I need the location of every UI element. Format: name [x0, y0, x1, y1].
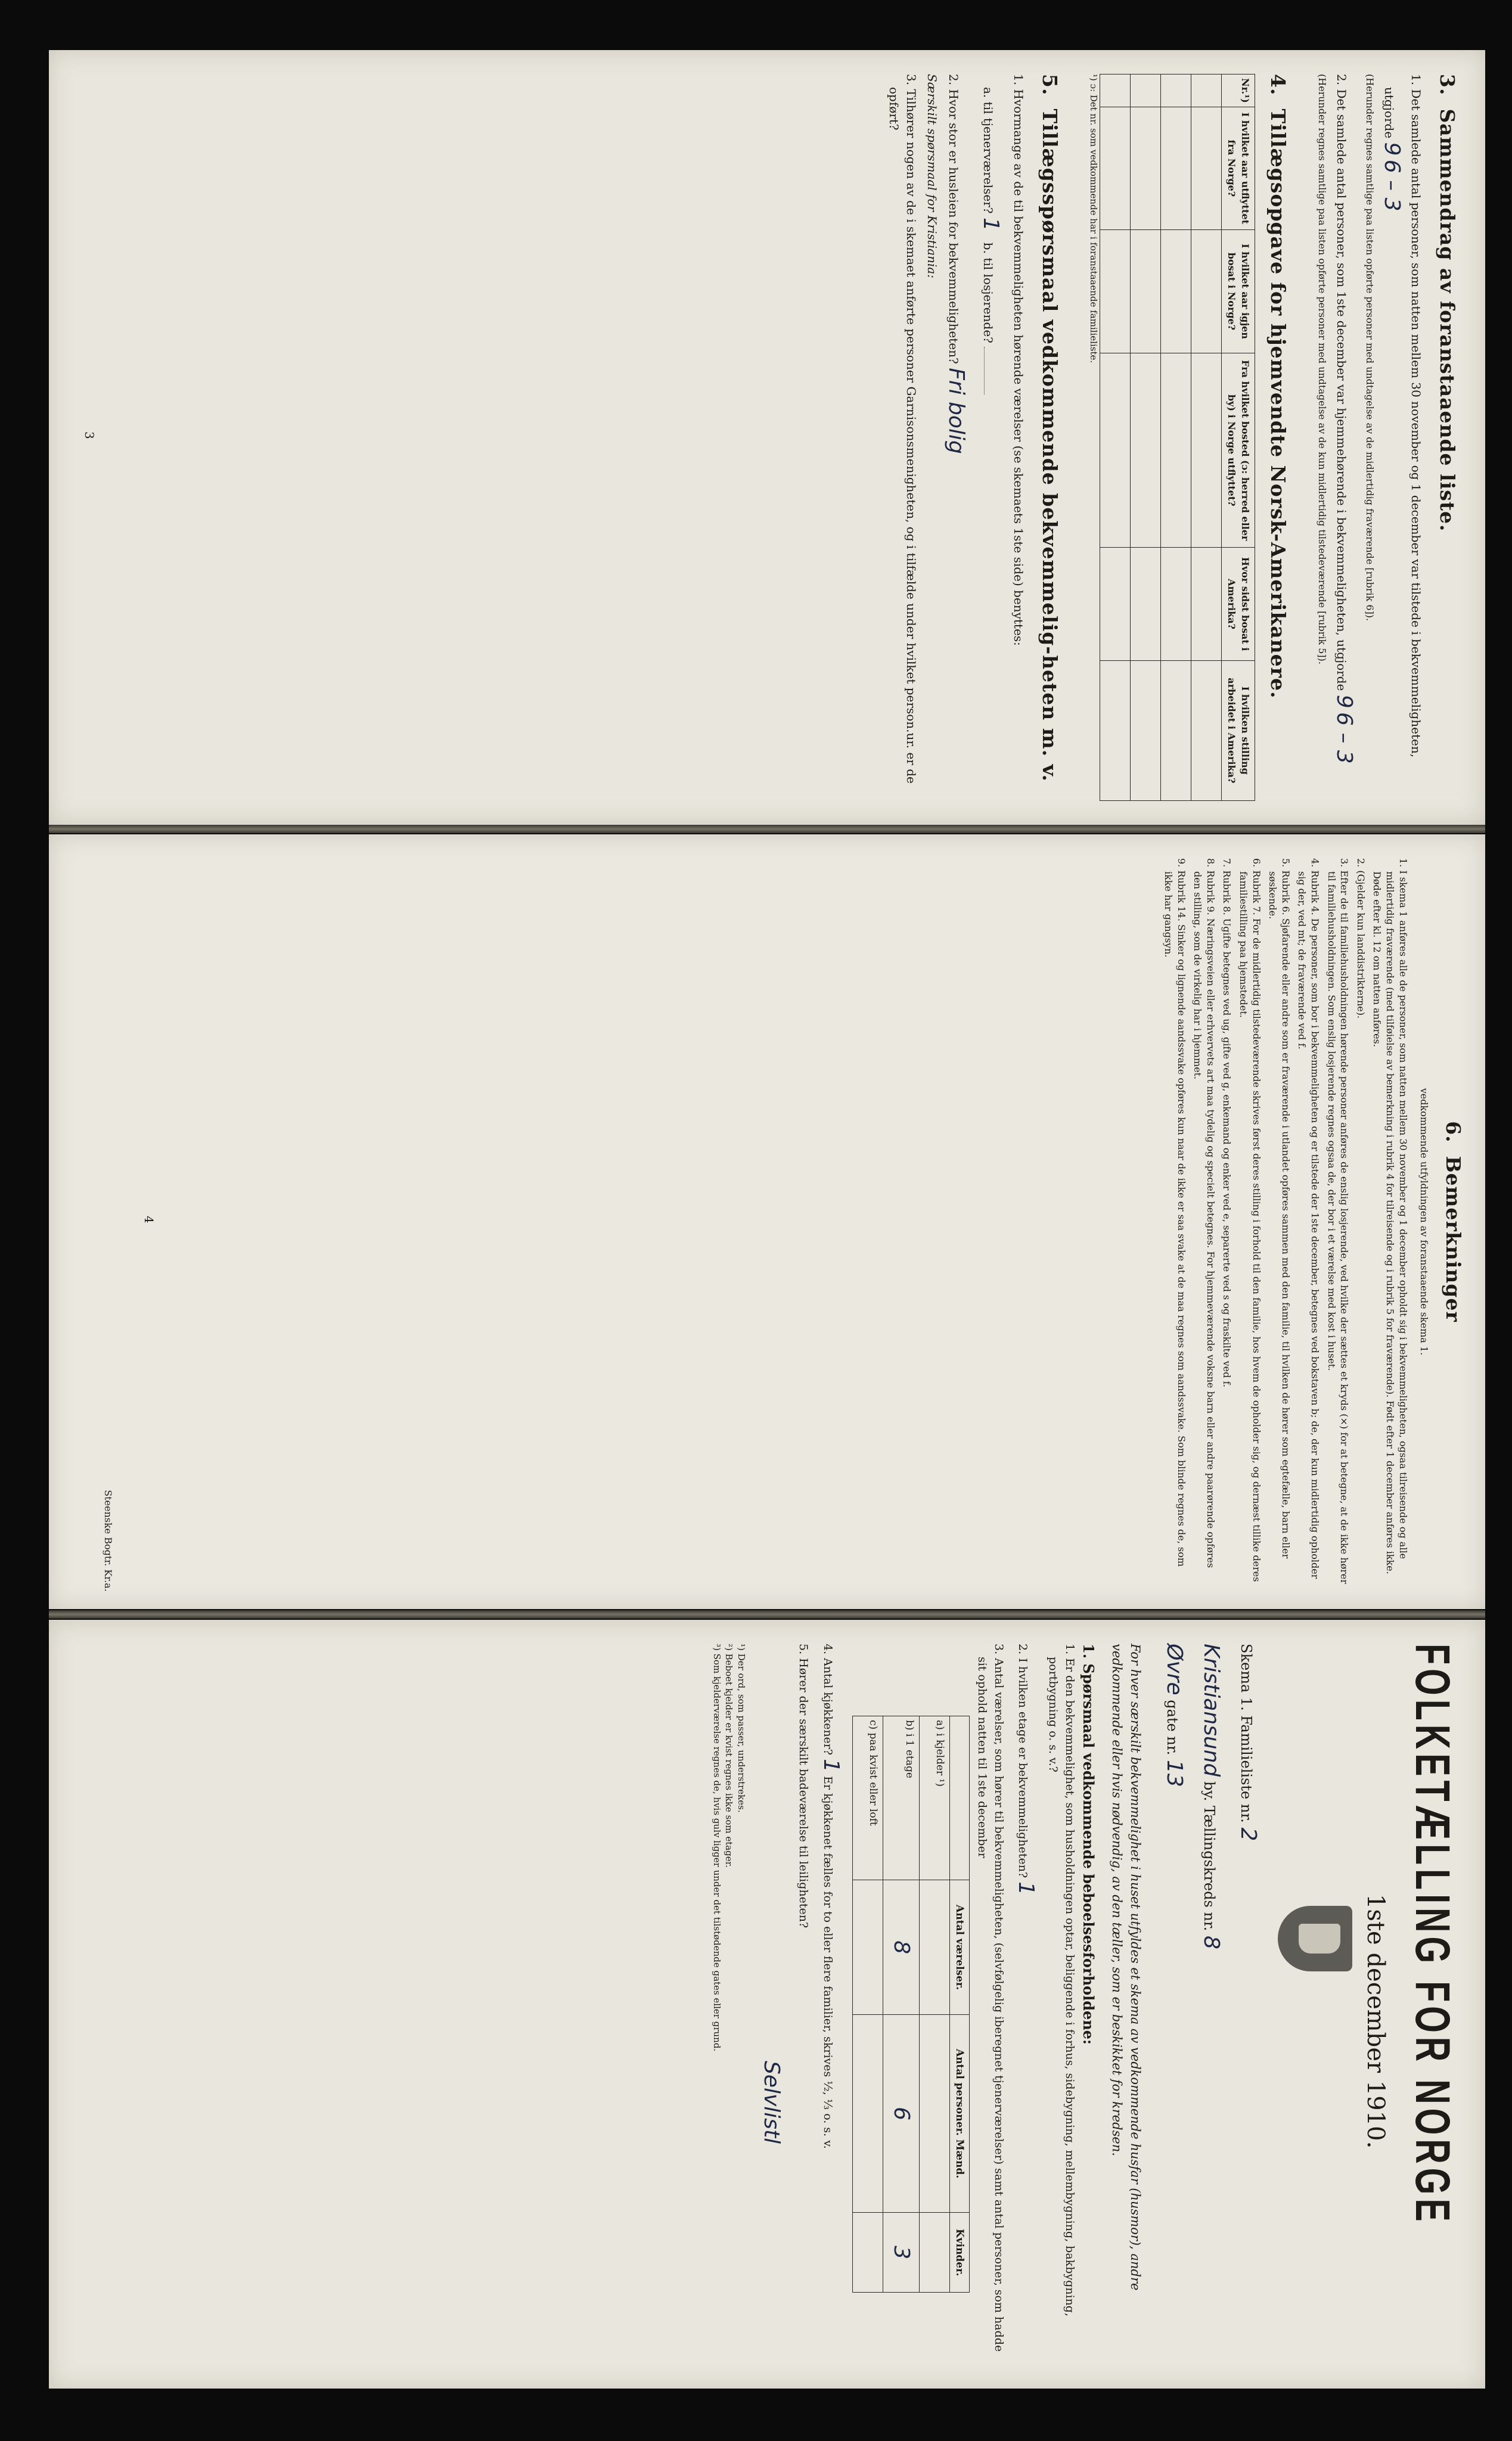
section-6-subtitle: vedkommende utfyldningen av foranstaaende skema 1.: [1418, 1088, 1430, 1356]
handwritten-town: Kristiansund: [1199, 1644, 1224, 1777]
section-3: [73, 74, 1461, 801]
handwritten-street: Øvre: [1162, 1644, 1187, 1695]
page-number: 4: [142, 1216, 156, 1223]
remark-paragraph: 9. Rubrik 14. Sinker og lignende aandssvake opføres kun naar de ikke er saa svake at de maa regnes som aandssvake. Som blinde regnes de, som ikke har gangsyn.: [1163, 858, 1187, 1567]
handwritten-count-resident: 9: [1332, 694, 1357, 709]
form-date: 1ste december 1910.: [1362, 1894, 1390, 2149]
col-women: Kvinder.: [949, 2213, 970, 2293]
handwritten-district-no: 8: [1199, 1936, 1224, 1949]
question-1: 1. Er den bekvemmelighet, som husholdningen optar, beliggende i forhus, sidebygning, mellembygning, bakbygning, portbygning o. s. v.?: [1047, 1644, 1076, 2317]
col-returned: I hvilket aar igjen bosat i Norge?: [1222, 230, 1255, 353]
page-number: 3: [82, 431, 97, 439]
question-3: 3. Antal værelser, som hører til bekvemmeligheten, (selvfølgelig iberegnet tjenerværelser) samt antal personer, som hadde sit ophold natten til 1ste december: [976, 1644, 1005, 2352]
fold-line-bottom: [49, 1610, 1485, 1619]
handwritten-rent: Fri bolig: [944, 368, 969, 454]
col-rooms: Antal værelser.: [949, 1880, 970, 2014]
handwritten-street-no: 13: [1162, 1759, 1187, 1787]
fold-line-top: [49, 825, 1485, 833]
col-last-residence: Hvor sidst bosat i Amerika?: [1222, 548, 1255, 660]
section-5-q2: 2. Hvor stor er husleien for bekvemmeligheten? Fri bolig Særskilt spørsmaal for Kristiania:: [924, 74, 969, 454]
form-title: FOLKETÆLLING FOR NORGE: [1405, 1644, 1460, 2226]
col-origin: Fra hvilket bosted (ɔ: herred eller by) i Norge utflyttet?: [1222, 353, 1255, 548]
col-emigrated: I hvilket aar utflyttet fra Norge?: [1222, 107, 1255, 229]
town-line: Kristiansund by. Tællingskreds nr. 8: [1199, 1644, 1224, 1949]
question-4: 4. Antal kjøkkener? 1 Er kjøkkenet fælles for to eller flere familier, skrives ½, ⅓ o. s. v.: [818, 1644, 843, 2149]
handwritten-servant-rooms: 1: [979, 217, 1004, 231]
handwritten-family-list-no: 2: [1236, 1827, 1261, 1841]
census-form-cover: [49, 1620, 1485, 2389]
cover-content: [73, 1644, 1467, 2365]
handwritten-split-resident: 6 – 3: [1332, 712, 1357, 764]
cover-footnotes: ¹) Der ord, som passer, understrekes. ²) Beboet kjelder er kvist regnes ikke som etager. ³) Som kjelderværelse regnes de, hvis gulv ligger under det tilstødende gates eller grund.: [712, 1644, 747, 2052]
table-row: [1100, 74, 1131, 801]
norsk-amerikanere-table: [1100, 74, 1255, 801]
form-intro: For hver særskilt bekvemmelighet i huset utfyldes et skema av vedkommende husfar (husmor), andre vedkommende eller hvis nødvendig, av den tæller, som er beskikket for kredsen.: [1110, 1644, 1142, 2291]
handwritten-floor: 1: [1013, 1881, 1038, 1896]
section-4-footnote: ¹) ɔ: Det nr. som vedkommende har i foranstaaende familieliste.: [1088, 74, 1100, 364]
remark-paragraph: 8. Rubrik 9. Næringsveien eller erhvervets art maa tydelig og specielt betegnes. For hjemmeværende voksne barn eller andre paarørende opføres den stilling, som de virkelig har i hjemmet.: [1192, 858, 1216, 1568]
table-row: a) i kjelder ¹): [919, 1716, 949, 2293]
remark-paragraph: 2. (Gjelder kun landdistrikterne).: [1355, 858, 1367, 1019]
table-row: b) i 1 etage 8 6 3: [883, 1716, 919, 2293]
rooms-persons-table: [852, 1716, 970, 2293]
schema-line: Skema 1. Familieliste nr. 2: [1236, 1644, 1261, 1841]
census-form-page-4: [49, 834, 1485, 1609]
handwritten-kitchens: 1: [818, 1759, 843, 1773]
questions-heading: 1. Spørsmaal vedkommende beboelsesforholdene:: [1079, 1644, 1097, 2045]
remark-paragraph: 1. I skema 1 anføres alle de personer, som natten mellem 30 november og 1 december opholdt sig i bekvemmeligheten, ogsaa tilreisende og alle midlertidig fraværende (med tilføielse av bemerkning i rubrik 4 for tilreisende og i rubrik 5 for fraværende). Født efter 1 december anføres ikke. Døde efter kl. 12 om natten anføres.: [1371, 858, 1409, 1574]
table-row: [1161, 74, 1191, 801]
census-form-page-3: [49, 50, 1485, 825]
section-3-item-1: 1. Det samlede antal personer, som natten mellem 30 november og 1 december var tilstede i bekvemmeligheten, utgjorde 9 6 – 3 (Herunder regnes samtlige paa listen opførte personer med undtagelse av de midlertidig fraværende [rubrik 6]).: [1364, 74, 1424, 758]
coat-of-arms-icon: [1273, 1906, 1352, 2365]
section-6: [73, 858, 1467, 1585]
section-6-heading: 6.Bemerkninger: [1442, 1121, 1465, 1322]
remark-paragraph: 5. Rubrik 6. Sjøfarende eller andre som er fraværende i utlandet opføres sammen med den familie, til hvilken de hører som egtefælle, barn eller søskende.: [1267, 858, 1291, 1559]
remark-paragraph: 7. Rubrik 8. Ugifte betegnes ved ug, gifte ved g, enkemand og enker ved e, separerte ved s og fraskilte ved f.: [1221, 858, 1233, 1387]
handwritten-count-present: 9: [1380, 142, 1405, 156]
table-row: [1131, 74, 1161, 801]
remarks-body: [1158, 858, 1409, 1585]
table-row: [1191, 74, 1222, 801]
section-5-q1a: a. til tjenerværelser? 1 b. til losjerende?: [975, 74, 1006, 801]
handwritten-split-present: 6 – 3: [1380, 159, 1405, 212]
col-occupation: I hvilken stilling arbeidet i Amerika?: [1222, 660, 1255, 800]
section-5-q1: 1. Hvormange av de til bekvemmeligheten hørende værelser (se skemaets 1ste side) benyttes:: [1011, 74, 1026, 646]
section-5-q3: 3. Tilhører nogen av de i skemaet anførte personer Garnisonsmenigheten, og i tilfælde under hvilket person.ur. er de opført?: [886, 74, 918, 784]
section-4-heading: 4.Tillægsopgave for hjemvendte Norsk-Amerikanere.: [1266, 74, 1290, 699]
section-3-heading: 3.Sammendrag av foranstaaende liste.: [1436, 74, 1459, 532]
street-line: Øvre gate nr. 13: [1162, 1644, 1187, 1787]
section-5-heading: 5.Tillægsspørsmaal vedkommende bekvemmelig-heten m. v.: [1038, 74, 1062, 782]
question-5: 5. Hører der særskilt badeværelse til leiligheten?: [797, 1644, 811, 1928]
section-3-item-2: 2. Det samlede antal personer, som 1ste december var hjemmehørende i bekvemmeligheten, utgjorde 9 6 – 3 (Herunder regnes samtlige paa listen opførte personer med undtagelse av de kun midlertidig tilstedeværende [rubrik 5]).: [1317, 74, 1357, 764]
printer-imprint: Steenske Bogtr. Kr.a.: [103, 1490, 114, 1592]
table-row: c) paa kvist eller loft: [852, 1716, 883, 2293]
remark-paragraph: 6. Rubrik 7. For de midlertidig tilstedeværende skrives først deres stilling i forhold til den familie, hos hvem de opholder sig, og dernæst tillike deres familiestilling paa hjemstedet.: [1238, 858, 1262, 1582]
remark-paragraph: 3. Efter de til familiehusholdningen hørende personer anføres de enslig losjerende, ved hvilke der sættes et kryds (×) for at betegne, at de ikke hører til familiehusholdningen. Som enslig losjerende regnes ogsaa de, der bor i et værelse med kost i huset.: [1325, 858, 1350, 1584]
col-men: Antal personer. Mænd.: [949, 2014, 970, 2213]
remark-paragraph: 4. Rubrik 4. De personer, som bor i bekvemmeligheten og er tilstede der 1ste december, betegnes ved bokstaven b; de, der kun midlertidig opholder sig der, ved mt; de fraværende ved f.: [1296, 858, 1321, 1579]
signature: Selvlistl: [759, 2061, 784, 2144]
col-nr: Nr.¹): [1222, 74, 1255, 107]
question-2: 2. I hvilken etage er bekvemmeligheten? 1: [1013, 1644, 1038, 1896]
